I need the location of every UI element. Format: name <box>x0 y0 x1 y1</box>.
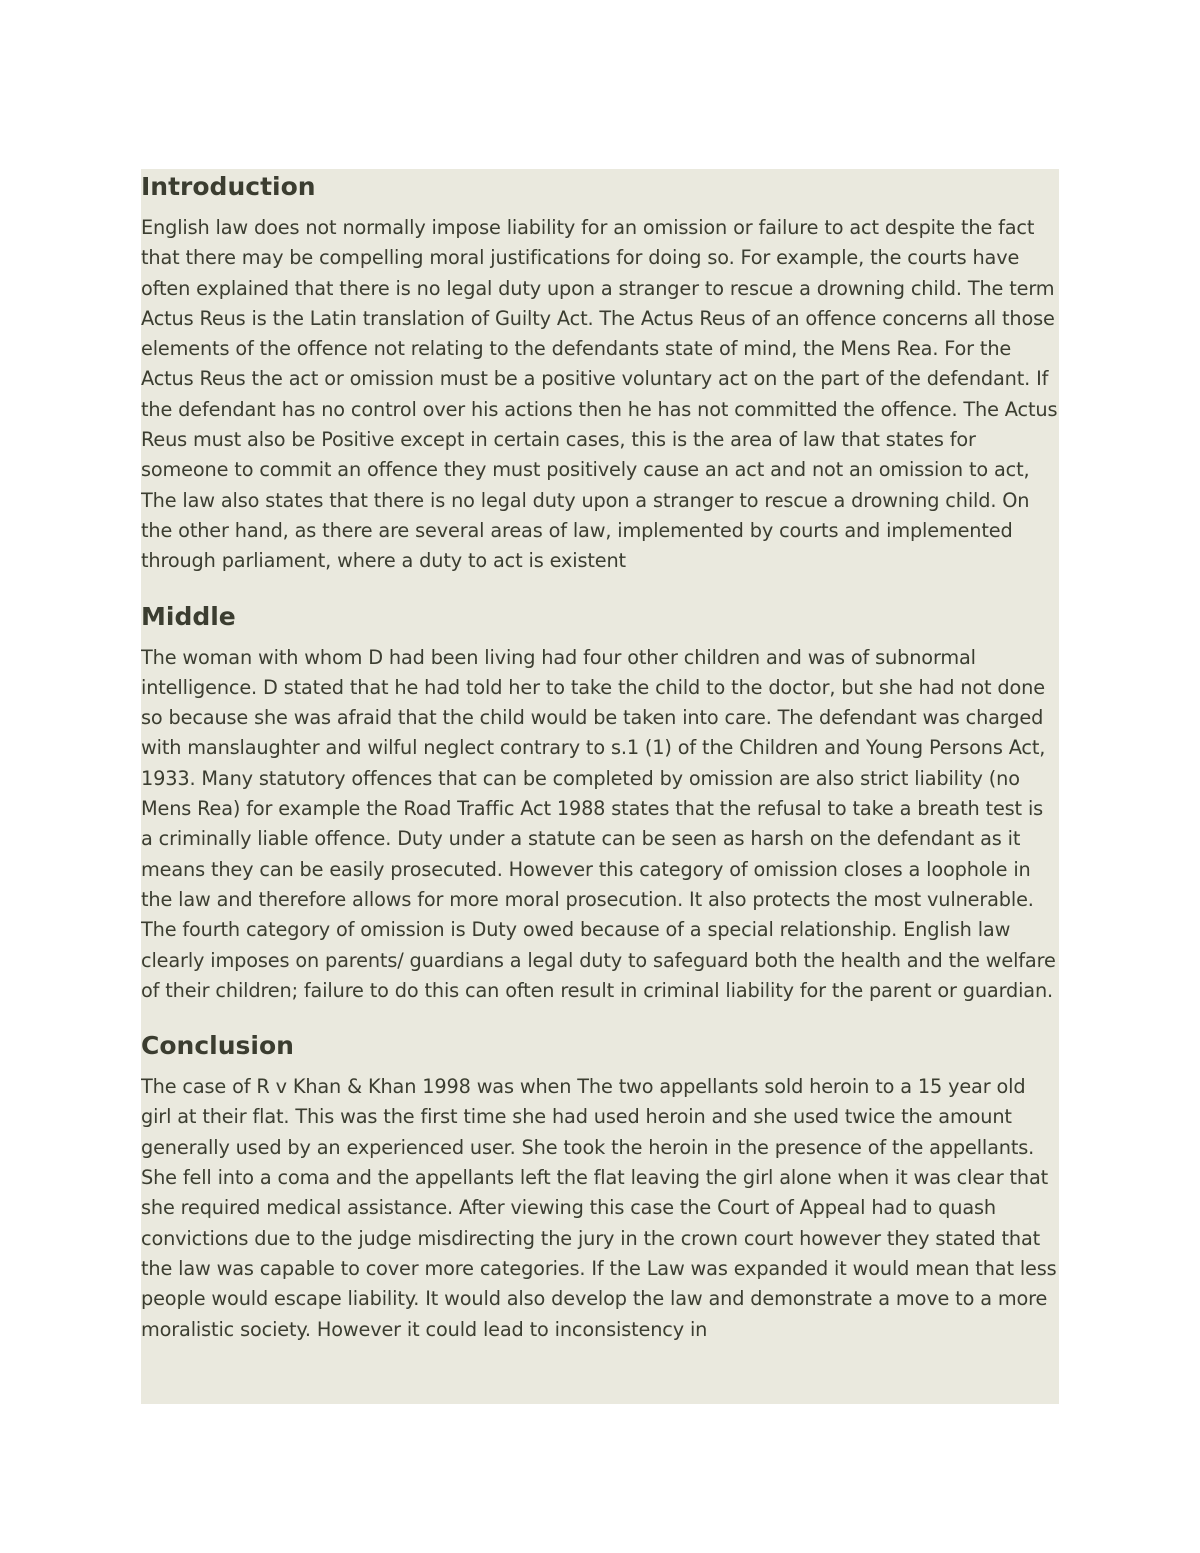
introduction-paragraph: English law does not normally impose liability for an omission or failure to act despite the fact that there may be compelling moral justifications for doing so. For example, the courts have often explained that there is no legal duty upon a stranger to rescue a drowning child. The term Actus Reus is the Latin translation of Guilty Act. The Actus Reus of an offence concerns all those elements of the offence not relating to the defendants state of mind, the Mens Rea. For the Actus Reus the act or omission must be a positive voluntary act on the part of the defendant. If the defendant has no control over his actions then he has not committed the offence. The Actus Reus must also be Positive except in certain cases, this is the area of law that states for someone to commit an offence they must positively cause an act and not an omission to act, The law also states that there is no legal duty upon a stranger to rescue a drowning child. On the other hand, as there are several areas of law, implemented by courts and implemented through parliament, where a duty to act is existent <box>141 216 1058 573</box>
middle-paragraph: The woman with whom D had been living had four other children and was of subnormal intelligence. D stated that he had told her to take the child to the doctor, but she had not done so because she was afraid that the child would be taken into care. The defendant was charged with manslaughter and wilful neglect contrary to s.1 (1) of the Children and Young Persons Act, 1933. Many statutory offences that can be completed by omission are also strict liability (no Mens Rea) for example the Road Traffic Act 1988 states that the refusal to take a breath test is a criminally liable offence. Duty under a statute can be seen as harsh on the defendant as it means they can be easily prosecuted. However this category of omission closes a loophole in the law and therefore allows for more moral prosecution. It also protects the most vulnerable. The fourth category of omission is Duty owed because of a special relationship. English law clearly imposes on parents/ guardians a legal duty to safeguard both the health and the welfare of their children; failure to do this can often result in criminal liability for the parent or guardian. <box>141 645 1056 1002</box>
introduction-heading: Introduction <box>141 172 316 201</box>
conclusion-heading: Conclusion <box>141 1031 294 1061</box>
conclusion-paragraph: The case of R v Khan & Khan 1998 was when The two appellants sold heroin to a 15 year old girl at their flat. This was the first time she had used heroin and she used twice the amount generally used by an experienced user. She took the heroin in the presence of the appellants. She fell into a coma and the appellants left the flat leaving the girl alone when it was clear that she required medical assistance. After viewing this case the Court of Appeal had to quash convictions due to the judge misdirecting the jury in the crown court however they stated that the law was capable to cover more categories. If the Law was expanded it would mean that less people would escape liability. It would also develop the law and demonstrate a move to a more moralistic society. However it could lead to inconsistency in <box>141 1075 1057 1341</box>
document-content <box>141 169 1059 1404</box>
middle-heading: Middle <box>141 601 236 631</box>
